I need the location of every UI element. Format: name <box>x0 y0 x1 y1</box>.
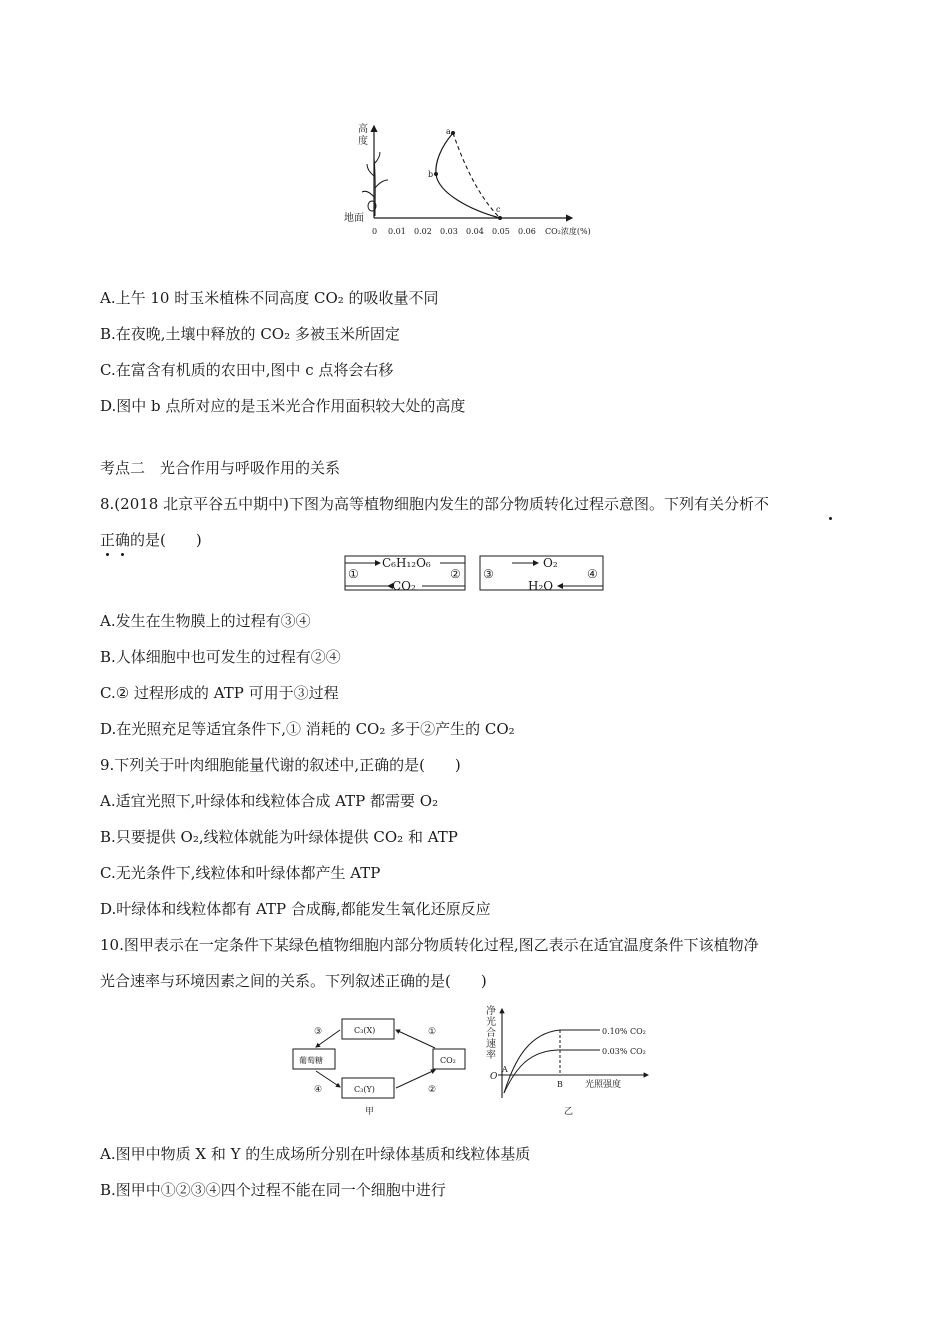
y-label-2: 度 <box>358 136 368 147</box>
figure-jia-caption: 甲 <box>365 1107 375 1117</box>
q10-option-a: A.图甲中物质 X 和 Y 的生成场所分别在叶绿体基质和线粒体基质 <box>100 1145 531 1163</box>
step-2-label: ② <box>428 1085 437 1095</box>
x-tick-4: 0.04 <box>466 227 484 236</box>
q10-stem-line2: 光合速率与环境因素之间的关系。下列叙述正确的是( ) <box>100 972 487 990</box>
point-b-label: B <box>557 1080 563 1089</box>
y-label-char-2: 光 <box>486 1017 496 1028</box>
x-tick-6: 0.06 <box>518 227 536 236</box>
y-label-char-3: 合 <box>486 1028 496 1039</box>
y-label-char-5: 率 <box>486 1050 496 1061</box>
co2-label: CO₂ <box>392 579 416 593</box>
x-tick-2: 0.02 <box>414 227 432 236</box>
q8-option-a: A.发生在生物膜上的过程有③④ <box>100 612 311 630</box>
y-label-char-1: 净 <box>486 1006 496 1017</box>
step-1-label: ① <box>428 1027 437 1037</box>
figure-yi-caption: 乙 <box>564 1107 574 1117</box>
q10-option-b: B.图甲中①②③④四个过程不能在同一个细胞中进行 <box>100 1181 446 1199</box>
x-tick-1: 0.01 <box>388 227 406 236</box>
emphasis-dot <box>829 517 832 520</box>
q8-option-c: C.② 过程形成的 ATP 可用于③过程 <box>100 684 339 702</box>
c3x-label: C₃(X) <box>354 1026 376 1035</box>
q9-stem: 9.下列关于叶肉细胞能量代谢的叙述中,正确的是( ) <box>100 756 461 774</box>
q10-stem-line1: 10.图甲表示在一定条件下某绿色植物细胞内部分物质转化过程,图乙表示在适宜温度条件下该植物净 <box>100 936 759 954</box>
section-title: 考点二 光合作用与呼吸作用的关系 <box>100 459 341 477</box>
q7-option-d: D.图中 b 点所对应的是玉米光合作用面积较大处的高度 <box>100 397 466 415</box>
point-b-label: b <box>428 170 434 179</box>
q7-option-a: A.上午 10 时玉米植株不同高度 CO₂ 的吸收量不同 <box>100 289 439 307</box>
y-label-1: 高 <box>358 124 368 135</box>
q7-option-b: B.在夜晚,土壤中释放的 CO₂ 多被玉米所固定 <box>100 325 400 343</box>
q8-stem-line1: 8.(2018 北京平谷五中期中)下图为高等植物细胞内发生的部分物质转化过程示意图。下列有关分析不 <box>100 495 769 513</box>
q8-option-b: B.人体细胞中也可发生的过程有②④ <box>100 648 341 666</box>
glucose-box-label: 葡萄糖 <box>299 1056 323 1065</box>
point-a-label: a <box>446 127 451 136</box>
point-a-label: A <box>502 1065 508 1074</box>
step-1-label: ① <box>348 567 359 581</box>
figure-jia <box>290 1012 475 1117</box>
step-3-label: ③ <box>314 1027 323 1037</box>
x-tick-0: 0 <box>372 227 378 236</box>
glucose-label: C₆H₁₂O₆ <box>382 556 431 570</box>
corn-plant-sketch <box>362 152 388 216</box>
co2-box-label: CO₂ <box>440 1056 456 1065</box>
emphasis-dot <box>106 553 109 556</box>
x-axis-label: CO₂浓度(%) <box>545 227 591 236</box>
dashed-curve <box>453 133 500 218</box>
h2o-label: H₂O <box>528 579 554 593</box>
figure-yi <box>480 1003 665 1118</box>
q9-option-d: D.叶绿体和线粒体都有 ATP 合成酶,都能发生氧化还原反应 <box>100 900 491 918</box>
q8-option-d: D.在光照充足等适宜条件下,① 消耗的 CO₂ 多于②产生的 CO₂ <box>100 720 515 738</box>
x-tick-5: 0.05 <box>492 227 510 236</box>
q9-option-c: C.无光条件下,线粒体和叶绿体都产生 ATP <box>100 864 381 882</box>
q8-stem-line2: 正确的是( ) <box>100 531 202 549</box>
height-co2-figure <box>340 118 620 243</box>
step-4-label: ④ <box>314 1085 323 1095</box>
emphasis-dot <box>121 553 124 556</box>
origin-label: O <box>490 1072 498 1082</box>
step-2-label: ② <box>450 567 461 581</box>
q7-option-c: C.在富含有机质的农田中,图中 c 点将会右移 <box>100 361 394 379</box>
series-2-label: 0.03% CO₂ <box>602 1047 646 1056</box>
x-tick-3: 0.03 <box>440 227 458 236</box>
q9-option-a: A.适宜光照下,叶绿体和线粒体合成 ATP 都需要 O₂ <box>100 792 439 810</box>
solid-curve <box>436 133 500 218</box>
point-c-label: c <box>496 205 501 214</box>
ground-label: 地面 <box>344 213 364 224</box>
q9-option-b: B.只要提供 O₂,线粒体就能为叶绿体提供 CO₂ 和 ATP <box>100 828 458 846</box>
o2-label: O₂ <box>543 556 558 570</box>
step-4-label: ④ <box>587 567 598 581</box>
step-3-label: ③ <box>483 567 494 581</box>
c3y-label: C₃(Y) <box>354 1085 375 1094</box>
y-label-char-4: 速 <box>486 1039 496 1050</box>
x-axis-label: 光照强度 <box>585 1080 622 1090</box>
series-1-label: 0.10% CO₂ <box>602 1027 646 1036</box>
q8-figure <box>340 553 610 595</box>
